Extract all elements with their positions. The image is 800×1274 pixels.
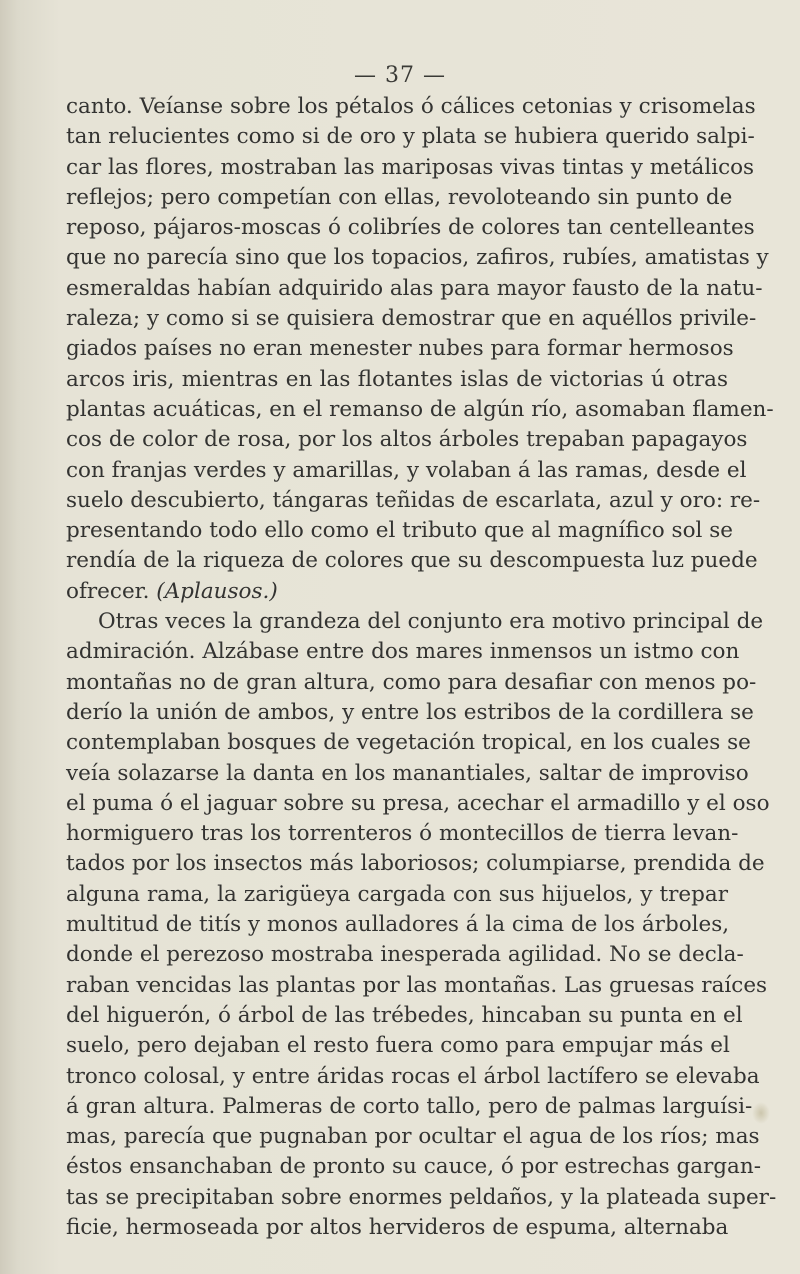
paragraph-2 bbox=[66, 607, 777, 1243]
text-line: contemplaban bosques de vegetación tropical, en los cuales se bbox=[66, 730, 751, 756]
body-text bbox=[66, 92, 777, 1243]
text-line: car las flores, mostraban las mariposas vivas tintas y metálicos bbox=[66, 154, 755, 180]
text-line-indented: Otras veces la grandeza del conjunto era motivo principal de bbox=[98, 609, 764, 635]
text-line: giados países no eran menester nubes para formar hermosos bbox=[66, 336, 734, 362]
text-line: hormiguero tras los torrenteros ó montecillos de tierra levan- bbox=[66, 821, 739, 847]
text-line: suelo, pero dejaban el resto fuera como para empujar más el bbox=[66, 1033, 730, 1059]
text-line: derío la unión de ambos, y entre los estribos de la cordillera se bbox=[66, 699, 754, 725]
text-line: montañas no de gran altura, como para desafiar con menos po- bbox=[66, 669, 757, 695]
text-line: alguna rama, la zarigüeya cargada con sus hijuelos, y trepar bbox=[66, 881, 728, 907]
text-line: que no parecía sino que los topacios, zafiros, rubíes, amatistas y bbox=[66, 245, 769, 271]
text-line: canto. Veíanse sobre los pétalos ó cálices cetonias y crisomelas bbox=[66, 94, 756, 119]
text-line: presentando todo ello como el tributo que al magnífico sol se bbox=[66, 518, 733, 544]
applause-note: (Aplausos.) bbox=[156, 578, 278, 604]
text-line: multitud de titís y monos aulladores á la cima de los árboles, bbox=[66, 912, 730, 938]
paragraph-1 bbox=[66, 92, 774, 607]
text-line: el puma ó el jaguar sobre su presa, acechar el armadillo y el oso bbox=[66, 790, 770, 816]
text-line: donde el perezoso mostraba inesperada agilidad. No se decla- bbox=[66, 942, 744, 968]
text-line: á gran altura. Palmeras de corto tallo, pero de palmas larguísi- bbox=[66, 1093, 753, 1119]
text-line: mas, parecía que pugnaban por ocultar el agua de los ríos; mas bbox=[66, 1124, 760, 1150]
text-line: raleza; y como si se quisiera demostrar que en aquéllos privile- bbox=[66, 306, 757, 332]
text-line: tados por los insectos más laboriosos; columpiarse, prendida de bbox=[66, 851, 765, 877]
text-line: del higuerón, ó árbol de las trébedes, hincaban su punta en el bbox=[66, 1002, 743, 1028]
text-line: veía solazarse la danta en los manantiales, saltar de improviso bbox=[66, 760, 749, 786]
text-line: rendía de la riqueza de colores que su descompuesta luz puede bbox=[66, 548, 758, 574]
text-line: reflejos; pero competían con ellas, revoloteando sin punto de bbox=[66, 184, 733, 210]
text-line: éstos ensanchaban de pronto su cauce, ó por estrechas gargan- bbox=[66, 1154, 761, 1180]
text-line: tronco colosal, y entre áridas rocas el árbol lactífero se elevaba bbox=[66, 1063, 760, 1089]
text-line: tan relucientes como si de oro y plata se hubiera querido salpi- bbox=[66, 124, 755, 150]
text-line-last bbox=[66, 577, 728, 607]
text-line: arcos iris, mientras en las flotantes islas de victorias ú otras bbox=[66, 366, 728, 392]
text-line: esmeraldas habían adquirido alas para mayor fausto de la natu- bbox=[66, 275, 763, 301]
text-line: cos de color de rosa, por los altos árboles trepaban papagayos bbox=[66, 427, 748, 453]
text-line: raban vencidas las plantas por las montañas. Las gruesas raíces bbox=[66, 972, 768, 998]
text-line: plantas acuáticas, en el remanso de algún río, asomaban flamen- bbox=[66, 396, 774, 422]
text-line: con franjas verdes y amarillas, y volaban á las ramas, desde el bbox=[66, 457, 747, 483]
closing-text: ofrecer. bbox=[66, 578, 150, 604]
text-line: tas se precipitaban sobre enormes peldaños, y la plateada super- bbox=[66, 1184, 777, 1210]
text-line: admiración. Alzábase entre dos mares inmensos un istmo con bbox=[66, 639, 740, 665]
text-line: ficie, hermoseada por altos hervideros de espuma, alternaba bbox=[66, 1214, 729, 1240]
page-number: — 37 — bbox=[354, 63, 446, 88]
text-line: suelo descubierto, tángaras teñidas de escarlata, azul y oro: re- bbox=[66, 487, 761, 513]
text-line: reposo, pájaros-moscas ó colibríes de colores tan centelleantes bbox=[66, 215, 755, 241]
